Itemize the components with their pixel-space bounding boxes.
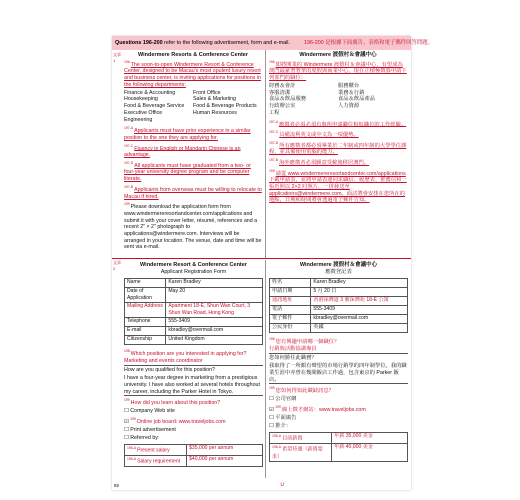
field-label: 電話	[270, 305, 311, 314]
ad-intro-zh: 即將開業的 Windermere 渡假村＆會議中心，有望成為澳門最豪奢奢華的度假與商業中心，現在正積極徵募申請下列部門的職位：	[269, 61, 407, 82]
ad-chinese: Windermere 渡假村＆會議中心 $^{196}$即將開業的 Windermere 渡假村＆會議中心，有望成為澳門最豪奢奢華的度假與商業中心，現在正積極徵募申請下列部門的職位： 財務＆會計 服務櫃台 客服清潔 業務＆行銷 食品＆飲品服務 食品＆飲品產品 行政辦公室 人力資源 工程 $^{197-A}$應徵者必須必須有與所申請職位相似職位的工作經驗。 $^{197-C}$具備流利英文或中文為一項優勢。 $^{197-D}$所有應徵者都必須畢業於二年制或四年制的大學學位課程，並具備使用電腦的能力。 $^{197-B}$海外應徵者必須願意受僱後移居澳門。 $^{199}$請從 www.windermereresortandcenter.com/applications 下載申請表，並將申請表連同求職信、履歷表、推薦信和一張近照以 2×2 吋照片，一併發送至 applications@windermere.com。面試將會安排在您所在的地點，日期和時間將會透過電子郵件告知。	[269, 52, 407, 204]
answer-position-zh: 行銷與活動協調專員	[269, 346, 408, 354]
passage-tag-2: 文章2	[113, 260, 121, 271]
option-label: Company Web site	[130, 408, 175, 415]
form-subtitle: Applicant Registration Form	[160, 269, 227, 275]
table-row	[270, 314, 408, 323]
form-english: Windermere Resort & Conference Center Applicant Registration Form Name Karen Bradley Date of Application May 20 Mailing Address Apartment 18-E, Shun Wan Court, 3 Shun Wan Road, Hong Kong Telephone 555-3409 E-mail kbradley@overmail.com Citizenship United Kingdom $^{198}$Which position are you interested in applying for? Marketing and events coordinator How are you qualified for this position? I have a four-year degree in marketing from a prestigious university. I have also worked at several hotels throughout my career, including the Parker Hotel in Tokyo. $^{199}$How did you learn about this position? ☐ Company Web site ☑ $^{199}$Online job board: www.traveljobs.com ☐ Print advertisement ☐ Referred by: $^{196-A}$Present salary $35,000 per annum $^{196-A}$Salary requirement $40,000 per annum	[124, 262, 263, 467]
option-job-board-zh: ☑ $^{199}$線上徵才網站：www.traveljobs.com	[269, 404, 366, 413]
requirement-3-zh: 所有應徵者都必須畢業於二年制或四年制的大學學位課程，並具備使用電腦的能力。	[269, 142, 407, 156]
option-label: Online job board: www.traveljobs.com	[136, 418, 226, 425]
banner-text: refer to the following advertisement, form and e-mail.	[162, 40, 290, 46]
ad-english: Windermere Resorts & Conference Center $^{196}$The soon-to-open Windermere Resort & Conference Center, designed to be Macau's most opulent luxury resort and business center, is inviting applications for positions in the following departments: Finance & Accounting Front Office Housekeeping Sales & Marketing Food & Beverage Service Food & Beverage Products Executive Office Human Resources Engineering $^{197-A}$Applicants must have prior experience in a similar position to the one they are applying for. $^{197-C}$Fluency in English or Mandarin Chinese is an advantage. $^{197-D}$All applicants must have graduated from a two- or four-year university degree program and be computer literate. $^{197-B}$Applicants from overseas must be willing to relocate to Macau if hired. $^{199}$Please download the application form from www.windermereresortandcenter.com/applications and submit it with your cover letter, résumé, references and a recent 2" × 2" photograph to applications@windermere.com. Interviews will be arranged in your location. The venue, date and time will be sent via e-mail.	[124, 52, 262, 251]
form-title: Windermere Resort & Conference Center	[140, 262, 247, 268]
salary-table	[124, 444, 263, 466]
field-label: Citizenship	[125, 335, 166, 344]
requirement-4: Applicants from overseas must be willing to relocate to Macau if hired.	[124, 186, 262, 200]
table-row	[270, 287, 408, 296]
banner-zh: 196-200 是根據下面廣告、表格和電子郵件回答問題。	[304, 40, 434, 46]
option-label: 公司官網	[275, 396, 297, 403]
question-banner	[112, 36, 434, 50]
answer-position: Marketing and events coordinator	[124, 358, 263, 366]
table-row	[270, 296, 408, 305]
question-source: How did you learn about this position?	[130, 400, 221, 407]
option-referred: ☐ Referred by:	[124, 434, 160, 441]
answer-qualification: I have a four-year degree in marketing from a prestigious university. I have also worked at several hotels throughout my career, including the Parker Hotel in Tokyo.	[124, 375, 263, 396]
dept-item: Engineering	[124, 116, 153, 123]
field-value: 香港深灣道 3 號深灣苑 18-E 公寓	[311, 296, 408, 305]
question-qualification: How are you qualified for this position?	[124, 367, 215, 374]
requirement-2: Fluency in English or Mandarin Chinese is an advantage.	[124, 145, 241, 159]
field-value: May 20	[166, 287, 263, 302]
field-value: Apartment 18-E, Shun Wan Court, 3 Shun Wan Road, Hong Kong	[166, 302, 263, 317]
passage-tag-1: 文章1	[113, 52, 121, 63]
option-website: ☐ Company Web site	[124, 408, 175, 415]
field-value: kbradley@overmail.com	[311, 314, 408, 323]
dept-item-zh: 行政辦公室	[269, 103, 296, 110]
field-label: Mailing Address	[125, 302, 166, 317]
field-label: 申請日期	[270, 287, 311, 296]
question-source-zh: 您如何得知此職缺訊息？	[275, 388, 334, 395]
table-row: $^{196-A}$希望待遇（薪資要求） 年薪 40,000 美金	[270, 443, 408, 461]
question-qualification-zh: 您如何勝任此職務？	[269, 355, 317, 362]
dept-item-zh: 服務櫃台	[338, 83, 360, 90]
option-label: Referred by:	[130, 434, 160, 441]
table-row	[125, 317, 263, 326]
table-row	[270, 323, 408, 332]
field-label: Telephone	[125, 317, 166, 326]
column-divider	[265, 50, 266, 258]
field-label: Present salary	[137, 447, 170, 454]
salary-table-zh	[269, 432, 408, 461]
field-value: $35,000 per annum	[187, 445, 263, 456]
form-subtitle-zh: 應徵登記表	[325, 269, 352, 275]
field-label: 通訊地址	[270, 296, 311, 305]
field-value: 年薪 40,000 美金	[332, 443, 408, 461]
table-row: $^{196-A}$Present salary $35,000 per annum	[125, 445, 263, 456]
table-row	[125, 278, 263, 287]
requirement-4-zh: 海外應徵者必須願意受僱後移居澳門。	[279, 160, 370, 167]
question-position-zh: 您有興趣申請哪一個職位？	[275, 338, 340, 345]
dept-item-zh: 人力資源	[338, 103, 360, 110]
dept-item: Housekeeping	[124, 96, 158, 103]
dept-item-zh: 食品＆飲品服務	[269, 96, 307, 103]
question-position: Which position are you interested in applying for?	[130, 350, 247, 357]
ad-intro: The soon-to-open Windermere Resort & Conference Center, designed to be Macau's most opulent luxury resort and business center, is inviting applications for positions in the following departments:	[124, 61, 261, 88]
option-job-board: ☑ $^{199}$Online job board: www.traveljobs.com	[124, 416, 226, 425]
dept-item: Sales & Marketing	[193, 96, 236, 103]
table-row: $^{196-A}$Salary requirement $40,000 per annum	[125, 455, 263, 466]
requirement-1: Applicants must have prior experience in a similar position to the one they are applying for.	[124, 128, 251, 141]
dept-item: Executive Office	[124, 109, 163, 116]
field-value: Karen Bradley	[166, 278, 263, 287]
dept-item-zh: 業務＆行銷	[338, 89, 365, 96]
form-chinese: Windermere 渡假村＆會議中心 應徵登記表 姓名 Karen Bradley 申請日期 5 月 20 日 通訊地址 香港深灣道 3 號深灣苑 18-E 公寓 電話 555-3409 電子郵件 kbradley@overmail.com 公民身份 英國 $^{198}$您有興趣申請哪一個職位？ 行銷與活動協調專員 您如何勝任此職務？ 我取得了一所頗有聲望的市場行銷學的四年制學位。我的職業生涯中亦曾在幾間飯店工作過，包含東京的 Parker 飯店。 $^{199}$您如何得知此職缺訊息？ ☐ 公司官網 ☑ $^{199}$線上徵才網站：www.traveljobs.com ☐ 平面廣告 ☐ 推介： $^{196-A}$目前薪資 年薪 35,000 美金 $^{196-A}$希望待遇（薪資要求） 年薪 40,000 美金	[269, 262, 407, 460]
field-label: Name	[125, 278, 166, 287]
field-label: 公民身份	[270, 323, 311, 332]
dept-item-zh: 財務＆會計	[269, 83, 296, 90]
answer-qualification-zh: 我取得了一所頗有聲望的市場行銷學的四年制學位。我的職業生涯中亦曾在幾間飯店工作過，包含東京的 Parker 飯店。	[269, 363, 407, 383]
field-label: 希望待遇（薪資要求）	[272, 446, 323, 460]
dept-list	[124, 90, 262, 124]
requirement-2-zh: 具備流利英文或中文為一項優勢。	[279, 132, 359, 138]
table-row	[270, 305, 408, 314]
field-value: 555-3409	[311, 305, 408, 314]
field-label: 目前薪資	[282, 435, 303, 442]
dept-item-zh: 客服清潔	[269, 89, 291, 96]
dept-item-zh: 工程	[269, 109, 280, 116]
book-page	[112, 36, 434, 490]
dept-item: Human Resources	[193, 109, 237, 116]
field-value: kbradley@overmail.com	[166, 326, 263, 335]
field-label: E-mail	[125, 326, 166, 335]
dept-item: Front Office	[193, 89, 221, 96]
ad-title-zh: Windermere 渡假村＆會議中心	[299, 52, 377, 58]
option-label: Print advertisement	[130, 426, 176, 433]
option-print: ☐ Print advertisement	[124, 426, 176, 433]
dept-item: Food & Beverage Products	[193, 103, 257, 110]
field-label: Salary requirement	[137, 458, 181, 465]
column-divider-2	[265, 260, 266, 478]
table-row	[125, 335, 263, 344]
table-row: $^{196-A}$目前薪資 年薪 35,000 美金	[270, 433, 408, 444]
applicant-info-table-zh	[269, 278, 408, 333]
field-label: Date of Application	[125, 287, 166, 302]
field-value: Karen Bradley	[311, 278, 408, 287]
option-label: 平面廣告	[275, 414, 297, 421]
table-row	[270, 278, 408, 287]
field-value: 5 月 20 日	[311, 287, 408, 296]
applicant-info-table	[124, 278, 263, 345]
ad-title: Windermere Resorts & Conference Center	[138, 52, 248, 58]
dept-item-zh: 食品＆飲品產品	[338, 96, 376, 103]
field-value: 年薪 35,000 美金	[332, 433, 408, 444]
passage-divider	[112, 258, 411, 259]
field-label: 電子郵件	[270, 314, 311, 323]
ad-closing-zh: 請從 www.windermereresortandcenter.com/applications 下載申請表，並將申請表連同求職信、履歷表、推薦信和一張近照以 2×2 吋照片，一併發送至 applications@windermere.com。面試將會安排在您所在的地點，日期和時間將會透過電子郵件告知。	[269, 170, 407, 204]
form-title-zh: Windermere 渡假村＆會議中心	[299, 262, 378, 268]
bookmark-icon: ∪	[280, 482, 285, 488]
option-website-zh: ☐ 公司官網	[269, 396, 297, 403]
ad-closing: Please download the application form from www.windermereresortandcenter.com/applications and submit it with your cover letter, résumé, references and a recent 2" × 2" photograph to applications@windermere.com. Interviews will be arranged in your location. The venue, date and time will be sent via e-mail.	[124, 204, 262, 251]
table-row	[125, 326, 263, 335]
requirement-3: All applicants must have graduated from a two- or four-year university degree program and be computer literate.	[124, 162, 251, 183]
page-number: 92	[114, 483, 120, 488]
option-referred-zh: ☐ 推介：	[269, 422, 292, 429]
dept-item: Finance & Accounting	[124, 89, 176, 96]
field-value: 555-3409	[166, 317, 263, 326]
field-value: United Kingdom	[166, 335, 263, 344]
dept-list-zh	[269, 83, 407, 117]
requirement-1-zh: 應徵者必須必須有與所申請職位相似職位的工作經驗。	[279, 121, 407, 128]
field-value: $40,000 per annum	[187, 455, 263, 466]
option-print-zh: ☐ 平面廣告	[269, 414, 297, 421]
table-row	[125, 287, 263, 302]
field-label: 姓名	[270, 278, 311, 287]
table-row	[125, 302, 263, 317]
field-value: 英國	[311, 323, 408, 332]
option-label: 線上徵才網站：www.traveljobs.com	[281, 406, 366, 413]
banner-label: Questions 196-200	[115, 40, 163, 46]
option-label: 推介：	[275, 422, 292, 429]
dept-item: Food & Beverage Service	[124, 103, 185, 110]
